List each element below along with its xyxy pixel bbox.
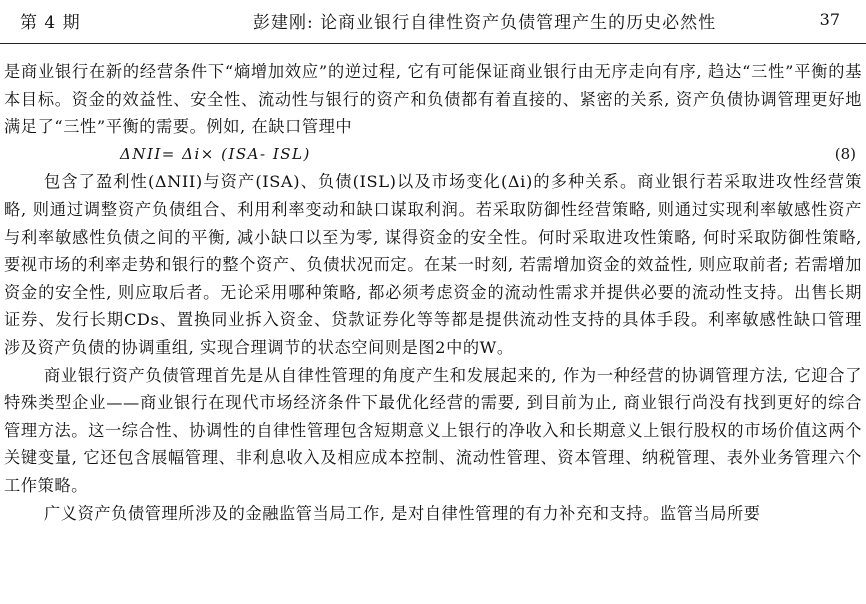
- page-header: [0, 0, 866, 44]
- equation-number: (8): [834, 144, 856, 163]
- paragraph-3: 商业银行资产负债管理首先是从自律性管理的角度产生和发展起来的, 作为一种经营的协调管理方法, 它迎合了特殊类型企业——商业银行在现代市场经济条件下最优化经营的需要, 到目前为止, 商业银行尚没有找到更好的综合管理方法。这一综合性、协调性的自律性管理包含短期意义上银行的净收入和长期意义上银行股权的市场价值这两个关键变量, 它还包含展幅管理、非利息收入及相应成本控制、流动性管理、资本管理、纳税管理、表外业务管理六个工作策略。: [4, 365, 862, 495]
- paragraph-2: 包含了盈利性(ΔNII)与资产(ISA)、负债(ISL)以及市场变化(Δi)的多种关系。商业银行若采取进攻性经营策略, 则通过调整资产负债组合、利用利率变动和缺口谋取利润。若采取防御性经营策略, 则通过实现利率敏感性资产与利率敏感性负债之间的平衡, 减小缺口以至为零, 谋得资金的安全性。何时采取进攻性策略, 何时采取防御性策略, 要视市场的利率走势和银行的整个资产、负债状况而定。在某一时刻, 若需增加资金的效益性, 则应取前者; 若需增加资金的安全性, 则应取后者。无论采用哪种策略, 都必须考虑资金的流动性需求并提供必要的流动性支持。出售长期证券、发行长期CDs、置换同业拆入资金、贷款证券化等等都是提供流动性支持的具体手段。利率敏感性缺口管理涉及资产负债的协调重组, 实现合理调节的状态空间则是图2中的W。: [4, 172, 862, 357]
- article-body: [4, 58, 862, 527]
- paragraph-4: 广义资产负债管理所涉及的金融监管当局工作, 是对自律性管理的有力补充和支持。监管当局所要: [44, 503, 761, 523]
- issue-label: 第 4 期: [20, 13, 81, 33]
- running-title: 彭建刚: 论商业银行自律性资产负债管理产生的历史必然性: [253, 13, 717, 33]
- paragraph-1: 是商业银行在新的经营条件下“熵增加效应”的逆过程, 它有可能保证商业银行由无序走向有序, 趋达“三性”平衡的基本目标。资金的效益性、安全性、流动性与银行的资产和负债都有着直接的、紧密的关系, 资产负债协调管理更好地满足了“三性”平衡的需要。例如, 在缺口管理中: [4, 62, 862, 137]
- header-rule: [0, 43, 866, 44]
- equation-8: [4, 141, 862, 169]
- equation-expression: ΔNII= Δi× (ISA- ISL): [120, 144, 311, 163]
- page-number: 37: [819, 10, 840, 29]
